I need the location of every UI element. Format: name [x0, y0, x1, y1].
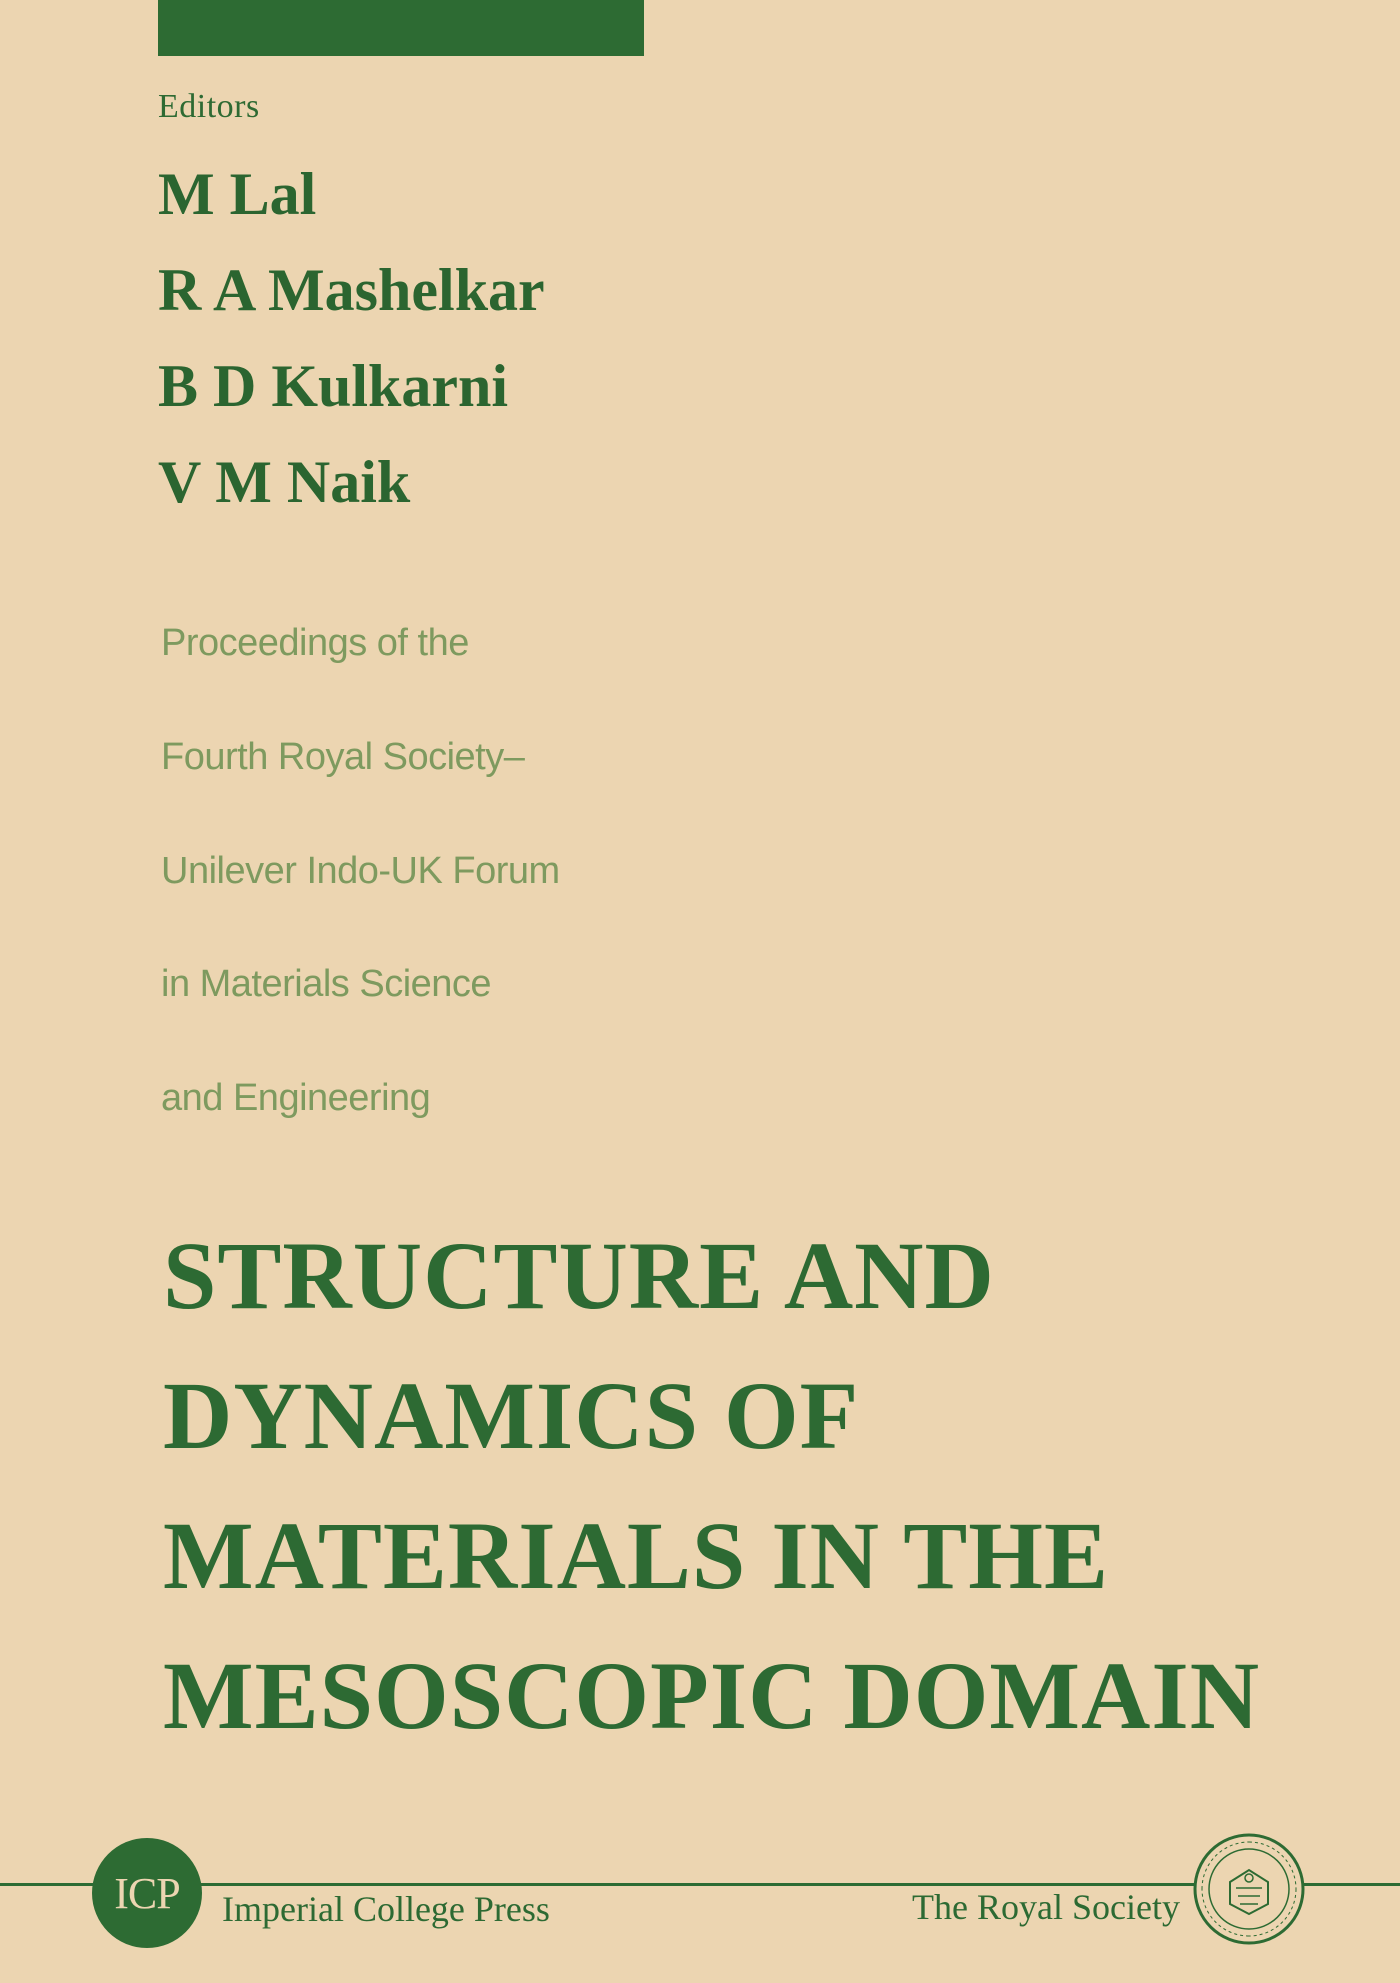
editor-name: M Lal [158, 161, 317, 227]
proceedings-line: in Materials Science [161, 963, 492, 1005]
proceedings-line: Unilever Indo-UK Forum [161, 850, 560, 892]
book-title-line: STRUCTURE AND [163, 1222, 995, 1329]
proceedings-line: and Engineering [161, 1077, 431, 1119]
society-name: The Royal Society [912, 1887, 1180, 1927]
royal-society-seal-icon [1192, 1832, 1306, 1946]
editor-name: R A Mashelkar [158, 257, 545, 323]
icp-logo-text: ICP [114, 1868, 180, 1918]
editor-name: B D Kulkarni [158, 353, 509, 419]
book-title-line: DYNAMICS OF [163, 1362, 860, 1469]
book-title-line: MESOSCOPIC DOMAIN [163, 1642, 1261, 1749]
proceedings-line: Fourth Royal Society– [161, 736, 525, 778]
editors-label: Editors [158, 88, 260, 125]
editor-name: V M Naik [158, 449, 411, 515]
book-title-line: MATERIALS IN THE [163, 1502, 1109, 1609]
publisher-name: Imperial College Press [222, 1889, 550, 1929]
top-color-bar [158, 0, 644, 56]
footer-rule [0, 1883, 1400, 1886]
proceedings-line: Proceedings of the [161, 622, 469, 664]
icp-logo [92, 1838, 202, 1948]
